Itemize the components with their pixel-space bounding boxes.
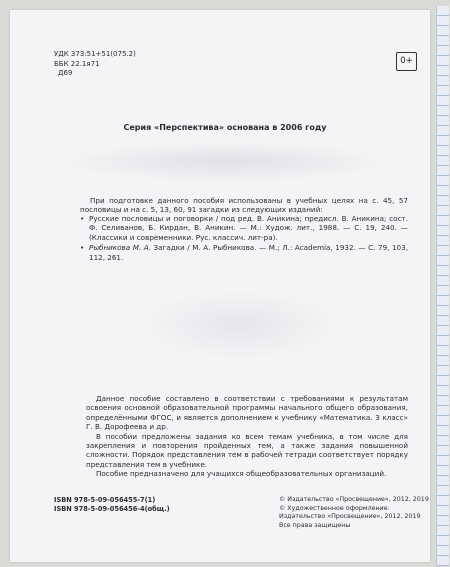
copyright-line: Все права защищены <box>279 521 351 529</box>
bbk-code: ББК 22.1я71 <box>54 59 100 68</box>
copyright-line: © Художественное оформление. <box>279 504 390 512</box>
description-paragraph: В пособии предложены задания ко всем темам учебника, в том числе для закрепления и повторения пройденных тем, а также задания повышенной сложности. Порядок представления тем в рабочей тетради соответствует порядку представления тем в учебнике. <box>86 431 408 469</box>
udk-code: УДК 373:51+51(075.2) <box>54 50 136 58</box>
description-block <box>86 394 408 479</box>
bullet-icon: • <box>80 214 85 223</box>
series-line: Серия «Перспектива» основана в 2006 году <box>123 123 327 132</box>
source-text: Загадки / М. А. Рыбникова. — М.; Л.: Academia, 1932. — С. 79, 103, 112, 261. <box>89 243 408 262</box>
copyright-line: © Издательство «Просвещение», 2012, 2019 <box>279 496 429 503</box>
source-text: Русские пословицы и поговорки / под ред. В. Аникина; предисл. В. Аникина; сост. Ф. Селиванов, Б. Кирдан, В. Аникин. — М.: Худож. лит., 1988. — С. 19, 240. — (Классики и современники. Рус. классич. лит-ра). <box>89 214 408 242</box>
book-page <box>10 10 430 562</box>
catalog-block <box>54 50 136 79</box>
source-author: Рыбникова М. А. <box>89 243 151 253</box>
description-paragraph: Пособие предназначено для учащихся общеобразовательных организаций. <box>96 469 387 479</box>
copyright-block <box>279 496 429 530</box>
show-through-print <box>60 142 390 182</box>
age-rating-badge: 0+ <box>396 52 417 71</box>
source-item <box>80 243 408 262</box>
author-mark: Д69 <box>58 69 73 77</box>
description-paragraph: Данное пособие составлено в соответствии с требованиями к результатам освоения основной образовательной программы начального общего образования, определёнными ФГОС, и является дополнением к учебнику «Математика. 3 класс» Г. В. Дорофеева и др. <box>86 394 408 432</box>
bullet-icon: • <box>80 243 85 253</box>
source-list <box>80 214 408 263</box>
isbn-line: ISBN 978-5-09-056455-7(1) <box>54 496 156 504</box>
show-through-print <box>140 290 340 360</box>
isbn-block <box>54 496 170 513</box>
copyright-line: Издательство «Просвещение», 2012, 2019 <box>279 513 421 521</box>
intro-paragraph: При подготовке данного пособия использованы в учебных целях на с. 45, 57 пословицы и на с. 5, 13, 60, 91 загадки из следующих изданий: <box>80 196 408 215</box>
isbn-line: ISBN 978-5-09-056456-4(общ.) <box>54 504 170 513</box>
source-item <box>80 214 408 242</box>
ruled-page-edge <box>436 6 449 566</box>
